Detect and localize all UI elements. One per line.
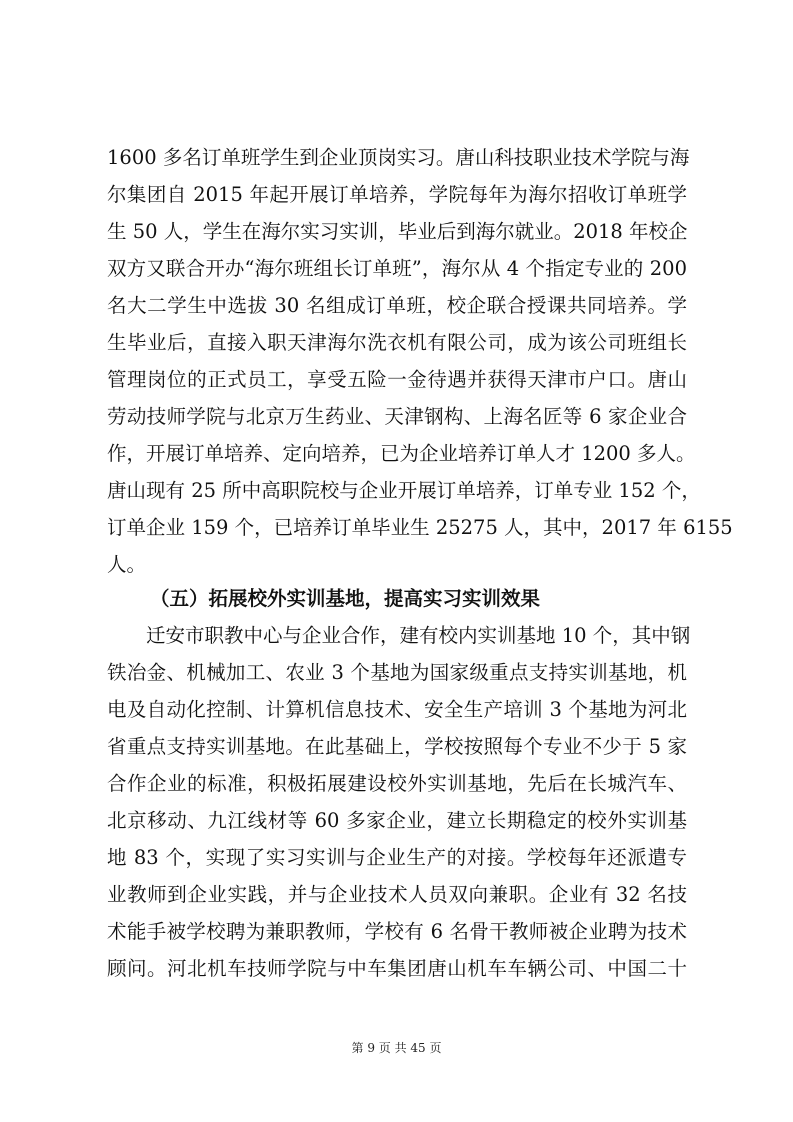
paragraph-line: 唐山现有 25 所中高职院校与企业开展订单培养，订单专业 152 个， — [107, 479, 701, 502]
paragraph-line: 省重点支持实训基地。在此基础上，学校按照每个专业不少于 5 家 — [107, 735, 687, 758]
paragraph-line: 作，开展订单培养、定向培养，已为企业培养订单人才 1200 多人。 — [107, 442, 696, 465]
paragraph-line: 地 83 个，实现了实习实训与企业生产的对接。学校每年还派遣专 — [107, 846, 687, 869]
paragraph-line: 迁安市职教中心与企业合作，建有校内实训基地 10 个，其中钢 — [146, 624, 691, 647]
page-number-footer: 第 9 页 共 45 页 — [351, 1041, 442, 1055]
paragraph-line: 尔集团自 2015 年起开展订单培养，学院每年为海尔招收订单班学 — [107, 183, 687, 206]
paragraph-line: 订单企业 159 个，已培养订单毕业生 25275 人，其中，2017 年 6155 — [107, 516, 733, 539]
paragraph-line: 劳动技师学院与北京万生药业、天津钢构、上海名匠等 6 家企业合 — [107, 405, 687, 428]
paragraph-line: 1600 多名订单班学生到企业顶岗实习。唐山科技职业技术学院与海 — [107, 146, 690, 169]
paragraph-line: 管理岗位的正式员工，享受五险一金待遇并获得天津市户口。唐山 — [107, 368, 687, 391]
paragraph-line: 生 50 人，学生在海尔实习实训，毕业后到海尔就业。2018 年校企 — [107, 220, 688, 243]
paragraph-line: 术能手被学校聘为兼职教师，学校有 6 名骨干教师被企业聘为技术 — [107, 920, 687, 943]
section-heading: （五）拓展校外实训基地，提高实习实训效果 — [150, 587, 541, 610]
paragraph-line: 生毕业后，直接入职天津海尔洗衣机有限公司，成为该公司班组长 — [107, 331, 687, 354]
paragraph-line: 顾问。河北机车技师学院与中车集团唐山机车车辆公司、中国二十 — [107, 957, 687, 980]
paragraph-line: 铁冶金、机械加工、农业 3 个基地为国家级重点支持实训基地，机 — [107, 661, 687, 684]
paragraph-line: 业教师到企业实践，并与企业技术人员双向兼职。企业有 32 名技 — [107, 883, 687, 906]
paragraph-line: 电及自动化控制、计算机信息技术、安全生产培训 3 个基地为河北 — [107, 698, 687, 721]
paragraph-line: 合作企业的标准，积极拓展建设校外实训基地，先后在长城汽车、 — [107, 772, 687, 795]
paragraph-line: 双方又联合开办“海尔班组长订单班”，海尔从 4 个指定专业的 200 — [107, 257, 687, 280]
paragraph-line: 人。 — [107, 553, 147, 576]
paragraph-line: 名大二学生中选拔 30 名组成订单班，校企联合授课共同培养。学 — [107, 294, 687, 317]
paragraph-line: 北京移动、九江线材等 60 多家企业，建立长期稳定的校外实训基 — [107, 809, 687, 832]
